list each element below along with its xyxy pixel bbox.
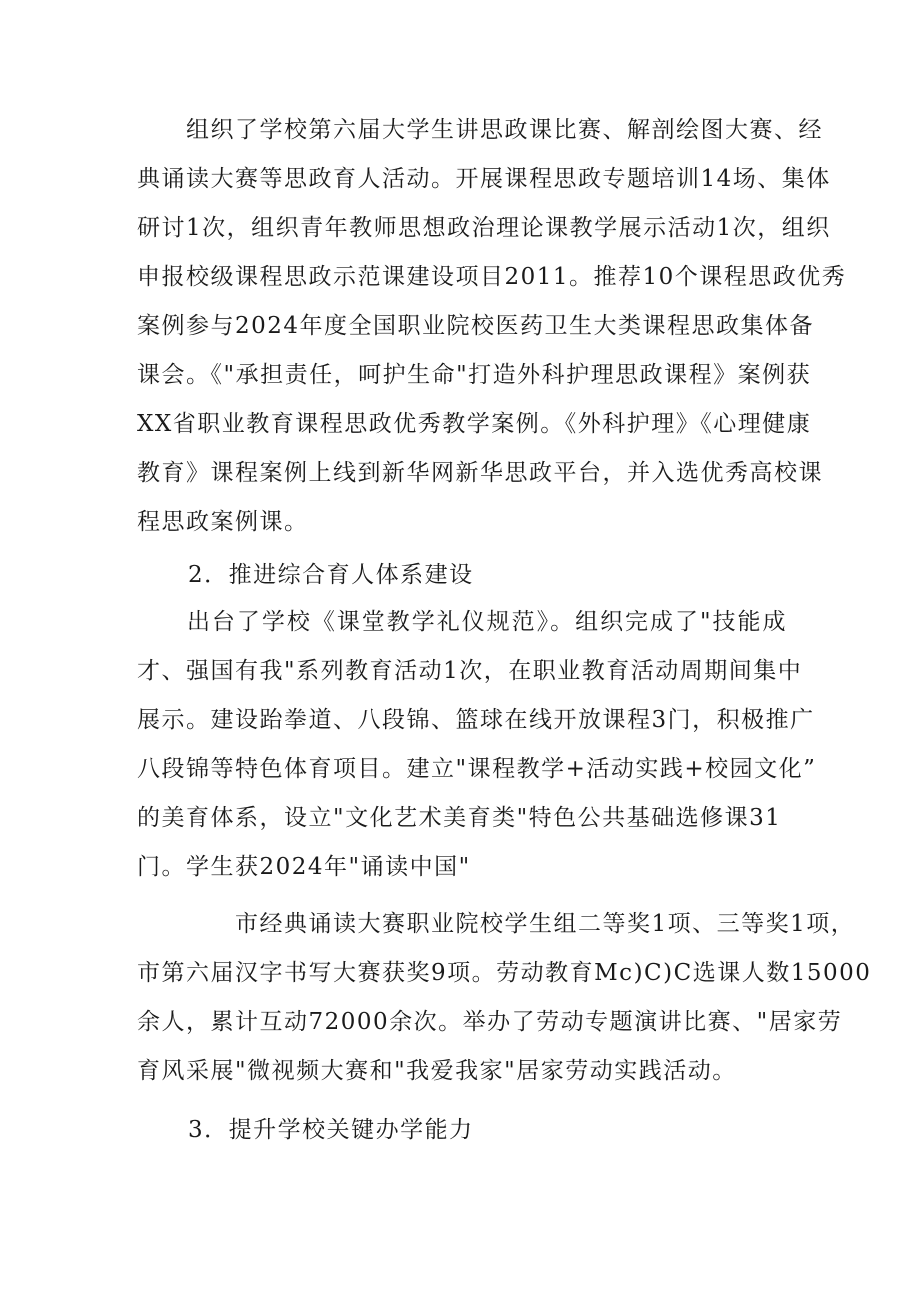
paragraph-ideological-activities xyxy=(137,106,847,547)
paragraph-education-system xyxy=(137,598,817,892)
text-line: 出台了学校《课堂教学礼仪规范》。组织完成了"技能成 xyxy=(137,609,787,635)
text-line: 余人，累计互动72000余次。举办了劳动专题演讲比赛、"居家劳 xyxy=(137,1009,843,1035)
text-line: 的美育体系，设立"文化艺术美育类"特色公共基础选修课31 xyxy=(137,805,782,831)
text-line: 案例参与2024年度全国职业院校医药卫生大类课程思政集体备 xyxy=(137,313,815,339)
paragraph-competition-awards xyxy=(137,900,872,1096)
text-line: 申报校级课程思政示范课建设项目2011。推荐10个课程思政优秀 xyxy=(137,264,847,290)
text-line: 八段锦等特色体育项目。建立"课程教学+活动实践+校园文化” xyxy=(137,756,817,782)
text-line: 组织了学校第六届大学生讲思政课比赛、解剖绘图大赛、经 xyxy=(137,117,823,143)
section-heading-3: 3．提升学校关键办学能力 xyxy=(188,1117,474,1143)
text-line: 才、强国有我"系列教育活动1次，在职业教育活动周期间集中 xyxy=(137,658,803,684)
text-line: 市第六届汉字书写大赛获奖9项。劳动教育Mc)C)C选课人数15000 xyxy=(137,960,872,986)
text-line: 市经典诵读大赛职业院校学生组二等奖1项、三等奖1项， xyxy=(137,911,856,937)
text-line: 育风采展"微视频大赛和"我爱我家"居家劳动实践活动。 xyxy=(137,1058,737,1084)
text-line: 门。学生获2024年"诵读中国" xyxy=(137,854,471,880)
text-line: 研讨1次，组织青年教师思想政治理论课教学展示活动1次，组织 xyxy=(137,215,831,241)
text-line: 程思政案例课。 xyxy=(137,509,309,535)
text-line: 展示。建设跆拳道、八段锦、篮球在线开放课程3门，积极推广 xyxy=(137,707,815,733)
text-line: XX省职业教育课程思政优秀教学案例。《外科护理》《心理健康 xyxy=(137,411,812,437)
text-line: 教育》课程案例上线到新华网新华思政平台，并入选优秀高校课 xyxy=(137,460,823,486)
text-line: 课会。《"承担责任，呵护生命"打造外科护理思政课程》案例获 xyxy=(137,362,812,388)
section-heading-2: 2．推进综合育人体系建设 xyxy=(188,562,474,588)
text-line: 典诵读大赛等思政育人活动。开展课程思政专题培训14场、集体 xyxy=(137,166,831,192)
